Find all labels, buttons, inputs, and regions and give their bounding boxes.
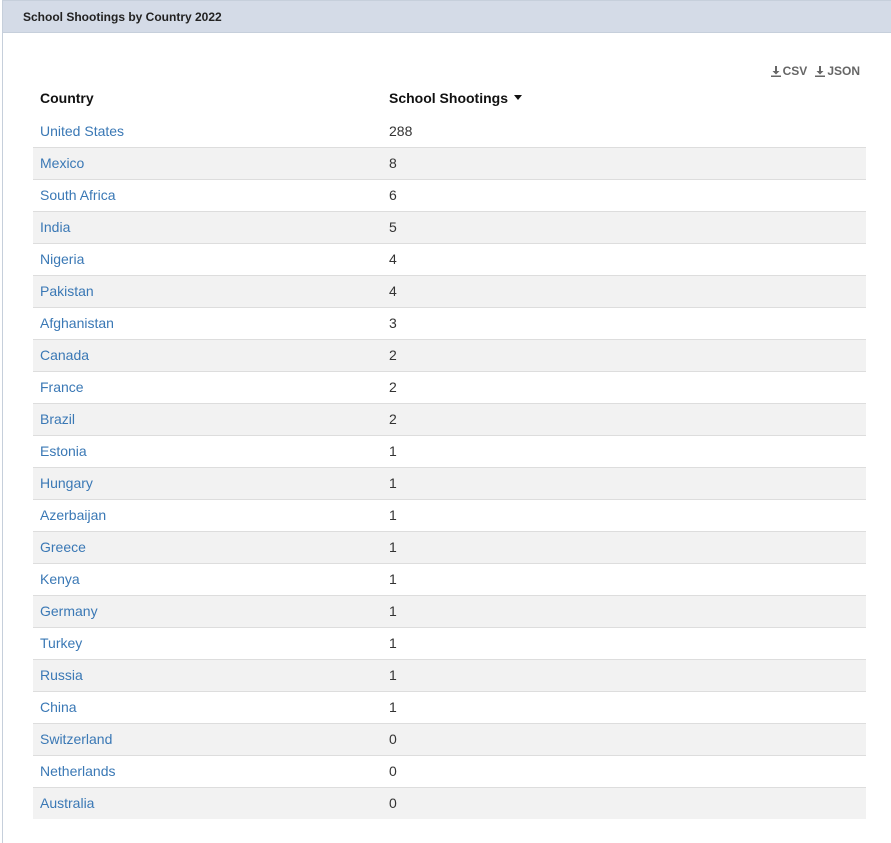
table-row: [33, 371, 866, 403]
table-row: [33, 723, 866, 755]
shootings-count-cell: 1: [382, 627, 866, 659]
country-cell: [33, 467, 382, 499]
country-link[interactable]: Hungary: [40, 475, 93, 491]
country-cell: [33, 147, 382, 179]
country-cell: [33, 243, 382, 275]
shootings-count-cell: 2: [382, 339, 866, 371]
table-row: [33, 659, 866, 691]
country-link[interactable]: Azerbaijan: [40, 507, 107, 523]
table-row: [33, 275, 866, 307]
column-header-country[interactable]: [33, 81, 382, 115]
download-json-button[interactable]: [815, 64, 860, 78]
table-row: [33, 467, 866, 499]
country-cell: [33, 659, 382, 691]
country-link[interactable]: India: [40, 219, 71, 235]
country-cell: [33, 787, 382, 819]
table-row: [33, 147, 866, 179]
download-csv-button[interactable]: [771, 64, 808, 78]
country-link[interactable]: Nigeria: [40, 251, 85, 267]
shootings-count-cell: 1: [382, 595, 866, 627]
country-cell: [33, 435, 382, 467]
country-link[interactable]: Canada: [40, 347, 90, 363]
table-row: [33, 691, 866, 723]
country-cell: [33, 211, 382, 243]
table-row: [33, 531, 866, 563]
table-row: [33, 243, 866, 275]
table-row: [33, 435, 866, 467]
country-link[interactable]: Russia: [40, 667, 83, 683]
country-cell: [33, 627, 382, 659]
country-cell: [33, 723, 382, 755]
shootings-count-cell: 4: [382, 275, 866, 307]
shootings-count-cell: 1: [382, 691, 866, 723]
country-cell: [33, 179, 382, 211]
shootings-count-cell: 1: [382, 467, 866, 499]
table-body: [33, 115, 866, 819]
country-link[interactable]: Australia: [40, 795, 95, 812]
shootings-count-cell: 3: [382, 307, 866, 339]
country-cell: [33, 115, 382, 147]
shootings-count-cell: 1: [382, 435, 866, 467]
country-link[interactable]: Estonia: [40, 443, 87, 459]
shootings-count-cell: 1: [382, 531, 866, 563]
country-link[interactable]: France: [40, 379, 84, 395]
panel-header: [3, 1, 891, 33]
table-row: [33, 403, 866, 435]
shootings-count-cell: 1: [382, 563, 866, 595]
shootings-count-cell: 0: [382, 787, 866, 819]
table-row: [33, 179, 866, 211]
country-link[interactable]: Afghanistan: [40, 315, 114, 331]
table-row: [33, 595, 866, 627]
table-row: [33, 499, 866, 531]
table-row: [33, 563, 866, 595]
country-link[interactable]: United States: [40, 122, 125, 139]
country-link[interactable]: Switzerland: [40, 731, 113, 747]
country-cell: [33, 595, 382, 627]
country-cell: [33, 563, 382, 595]
table-row: [33, 115, 866, 147]
table-header-row: [33, 81, 866, 115]
column-header-shootings-label: School Shootings: [389, 90, 508, 106]
shootings-count-cell: 0: [382, 723, 866, 755]
country-link[interactable]: Mexico: [40, 155, 85, 171]
download-json-label: JSON: [827, 64, 860, 78]
download-csv-label: CSV: [782, 64, 808, 78]
column-header-country-label: Country: [40, 90, 94, 106]
country-cell: [33, 755, 382, 787]
shootings-count-cell: 5: [382, 211, 866, 243]
shootings-count-cell: 8: [382, 147, 866, 179]
country-cell: [33, 339, 382, 371]
download-icon: [815, 66, 825, 77]
shootings-count-cell: 6: [382, 179, 866, 211]
country-cell: [33, 307, 382, 339]
shootings-count-cell: 2: [382, 403, 866, 435]
country-link[interactable]: Netherlands: [40, 763, 116, 779]
shootings-count-cell: 0: [382, 755, 866, 787]
country-link[interactable]: China: [40, 699, 77, 715]
table-row: [33, 211, 866, 243]
panel-title: School Shootings by Country 2022: [23, 9, 222, 24]
download-icon: [771, 66, 781, 77]
country-link[interactable]: Greece: [40, 539, 86, 555]
shootings-count-cell: 1: [382, 659, 866, 691]
country-link[interactable]: Turkey: [40, 635, 83, 651]
country-cell: [33, 371, 382, 403]
download-links: [771, 64, 860, 78]
table-row: [33, 755, 866, 787]
sort-descending-icon: [514, 95, 522, 100]
country-cell: [33, 531, 382, 563]
country-link[interactable]: Germany: [40, 603, 98, 619]
table-row: [33, 787, 866, 819]
column-header-shootings[interactable]: [382, 81, 866, 115]
shootings-count-cell: 1: [382, 499, 866, 531]
country-link[interactable]: Brazil: [40, 411, 76, 427]
table-row: [33, 627, 866, 659]
country-cell: [33, 403, 382, 435]
shootings-count-cell: 4: [382, 243, 866, 275]
shootings-count-cell: 288: [382, 115, 866, 147]
country-cell: [33, 499, 382, 531]
country-link[interactable]: South Africa: [40, 187, 116, 203]
country-cell: [33, 275, 382, 307]
country-link[interactable]: Kenya: [40, 571, 80, 587]
table-row: [33, 339, 866, 371]
country-link[interactable]: Pakistan: [40, 283, 94, 299]
country-cell: [33, 691, 382, 723]
shootings-table: [33, 81, 866, 819]
shootings-count-cell: 2: [382, 371, 866, 403]
table-row: [33, 307, 866, 339]
